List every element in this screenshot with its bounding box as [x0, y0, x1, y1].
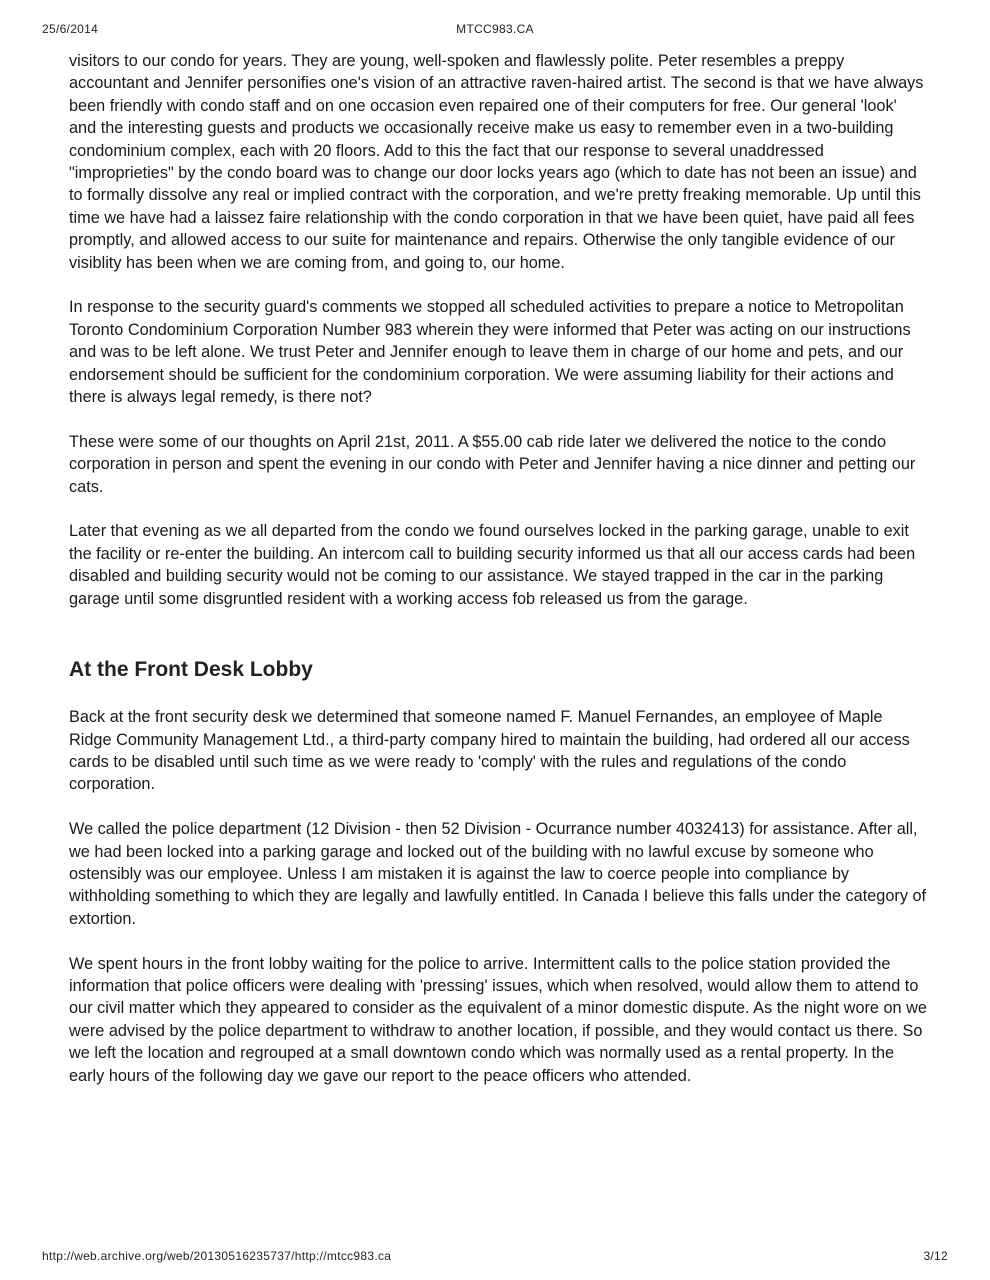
print-site-title: MTCC983.CA	[456, 22, 534, 36]
page-number: 3/12	[923, 1249, 948, 1263]
paragraph-1: visitors to our condo for years. They are young, well-spoken and flawlessly polite. Peter resembles a preppy accountant and Jennifer personifies one's vision of an attractive raven-haired artist. The second is that we have always been friendly with condo staff and on one occasion even repaired one of their computers for free. Our general 'look' and the interesting guests and products we occasionally receive make us easy to remember even in a two-building condominium complex, each with 20 floors. Add to this the fact that our response to several unaddressed "improprieties" by the condo board was to change our door locks years ago (which to date has not been an issue) and to formally dissolve any real or implied contract with the corporation, and we're pretty freaking memorable. Up until this time we have had a laissez faire relationship with the condo corporation in that we have been quiet, have paid all fees promptly, and allowed access to our suite for maintenance and repairs. Otherwise the only tangible evidence of our visiblity has been when we are coming from, and going to, our home.	[69, 52, 924, 272]
paragraph-6: We called the police department (12 Division - then 52 Division - Ocurrance number 4032413) for assistance. After all, we had been locked into a parking garage and locked out of the building with no lawful excuse by someone who ostensibly was our employee. Unless I am mistaken it is against the law to coerce people into compliance by withholding something to which they are legally and lawfully entitled. In Canada I believe this falls under the category of extortion.	[69, 820, 927, 928]
paragraph-4: Later that evening as we all departed from the condo we found ourselves locked in the parking garage, unable to exit the facility or re-enter the building. An intercom call to building security informed us that all our access cards had been disabled and building security would not be coming to our assistance. We stayed trapped in the car in the parking garage until some disgruntled resident with a working access fob released us from the garage.	[69, 522, 916, 608]
article-body	[69, 50, 927, 1109]
paragraph-7: We spent hours in the front lobby waiting for the police to arrive. Intermittent calls to the police station provided the information that police officers were dealing with 'pressing' issues, which when resolved, would allow them to attend to our civil matter which they appeared to consider as the equivalent of a minor domestic dispute. As the night wore on we were advised by the police department to withdraw to another location, if possible, and they would contact us there. So we left the location and regrouped at a small downtown condo which was normally used as a rental property. In the early hours of the following day we gave our report to the peace officers who attended.	[69, 954, 927, 1085]
paragraph-3: These were some of our thoughts on April 21st, 2011. A $55.00 cab ride later we delivered the notice to the condo corporation in person and spent the evening in our condo with Peter and Jennifer having a nice dinner and petting our cats.	[69, 432, 916, 496]
print-header	[42, 22, 948, 40]
section-heading: At the Front Desk Lobby	[69, 658, 313, 682]
print-url: http://web.archive.org/web/20130516235737/http://mtcc983.ca	[42, 1249, 392, 1263]
print-date: 25/6/2014	[42, 22, 99, 36]
print-footer	[42, 1249, 948, 1267]
paragraph-5: Back at the front security desk we determined that someone named F. Manuel Fernandes, an employee of Maple Ridge Community Management Ltd., a third-party company hired to maintain the building, had ordered all our access cards to be disabled until such time as we were ready to 'comply' with the rules and regulations of the condo corporation.	[69, 708, 910, 794]
paragraph-2: In response to the security guard's comments we stopped all scheduled activities to prepare a notice to Metropolitan Toronto Condominium Corporation Number 983 wherein they were informed that Peter was acting on our instructions and was to be left alone. We trust Peter and Jennifer enough to leave them in charge of our home and pets, and our endorsement should be sufficient for the condominium corporation. We were assuming liability for their actions and there is always legal remedy, is there not?	[69, 298, 911, 407]
